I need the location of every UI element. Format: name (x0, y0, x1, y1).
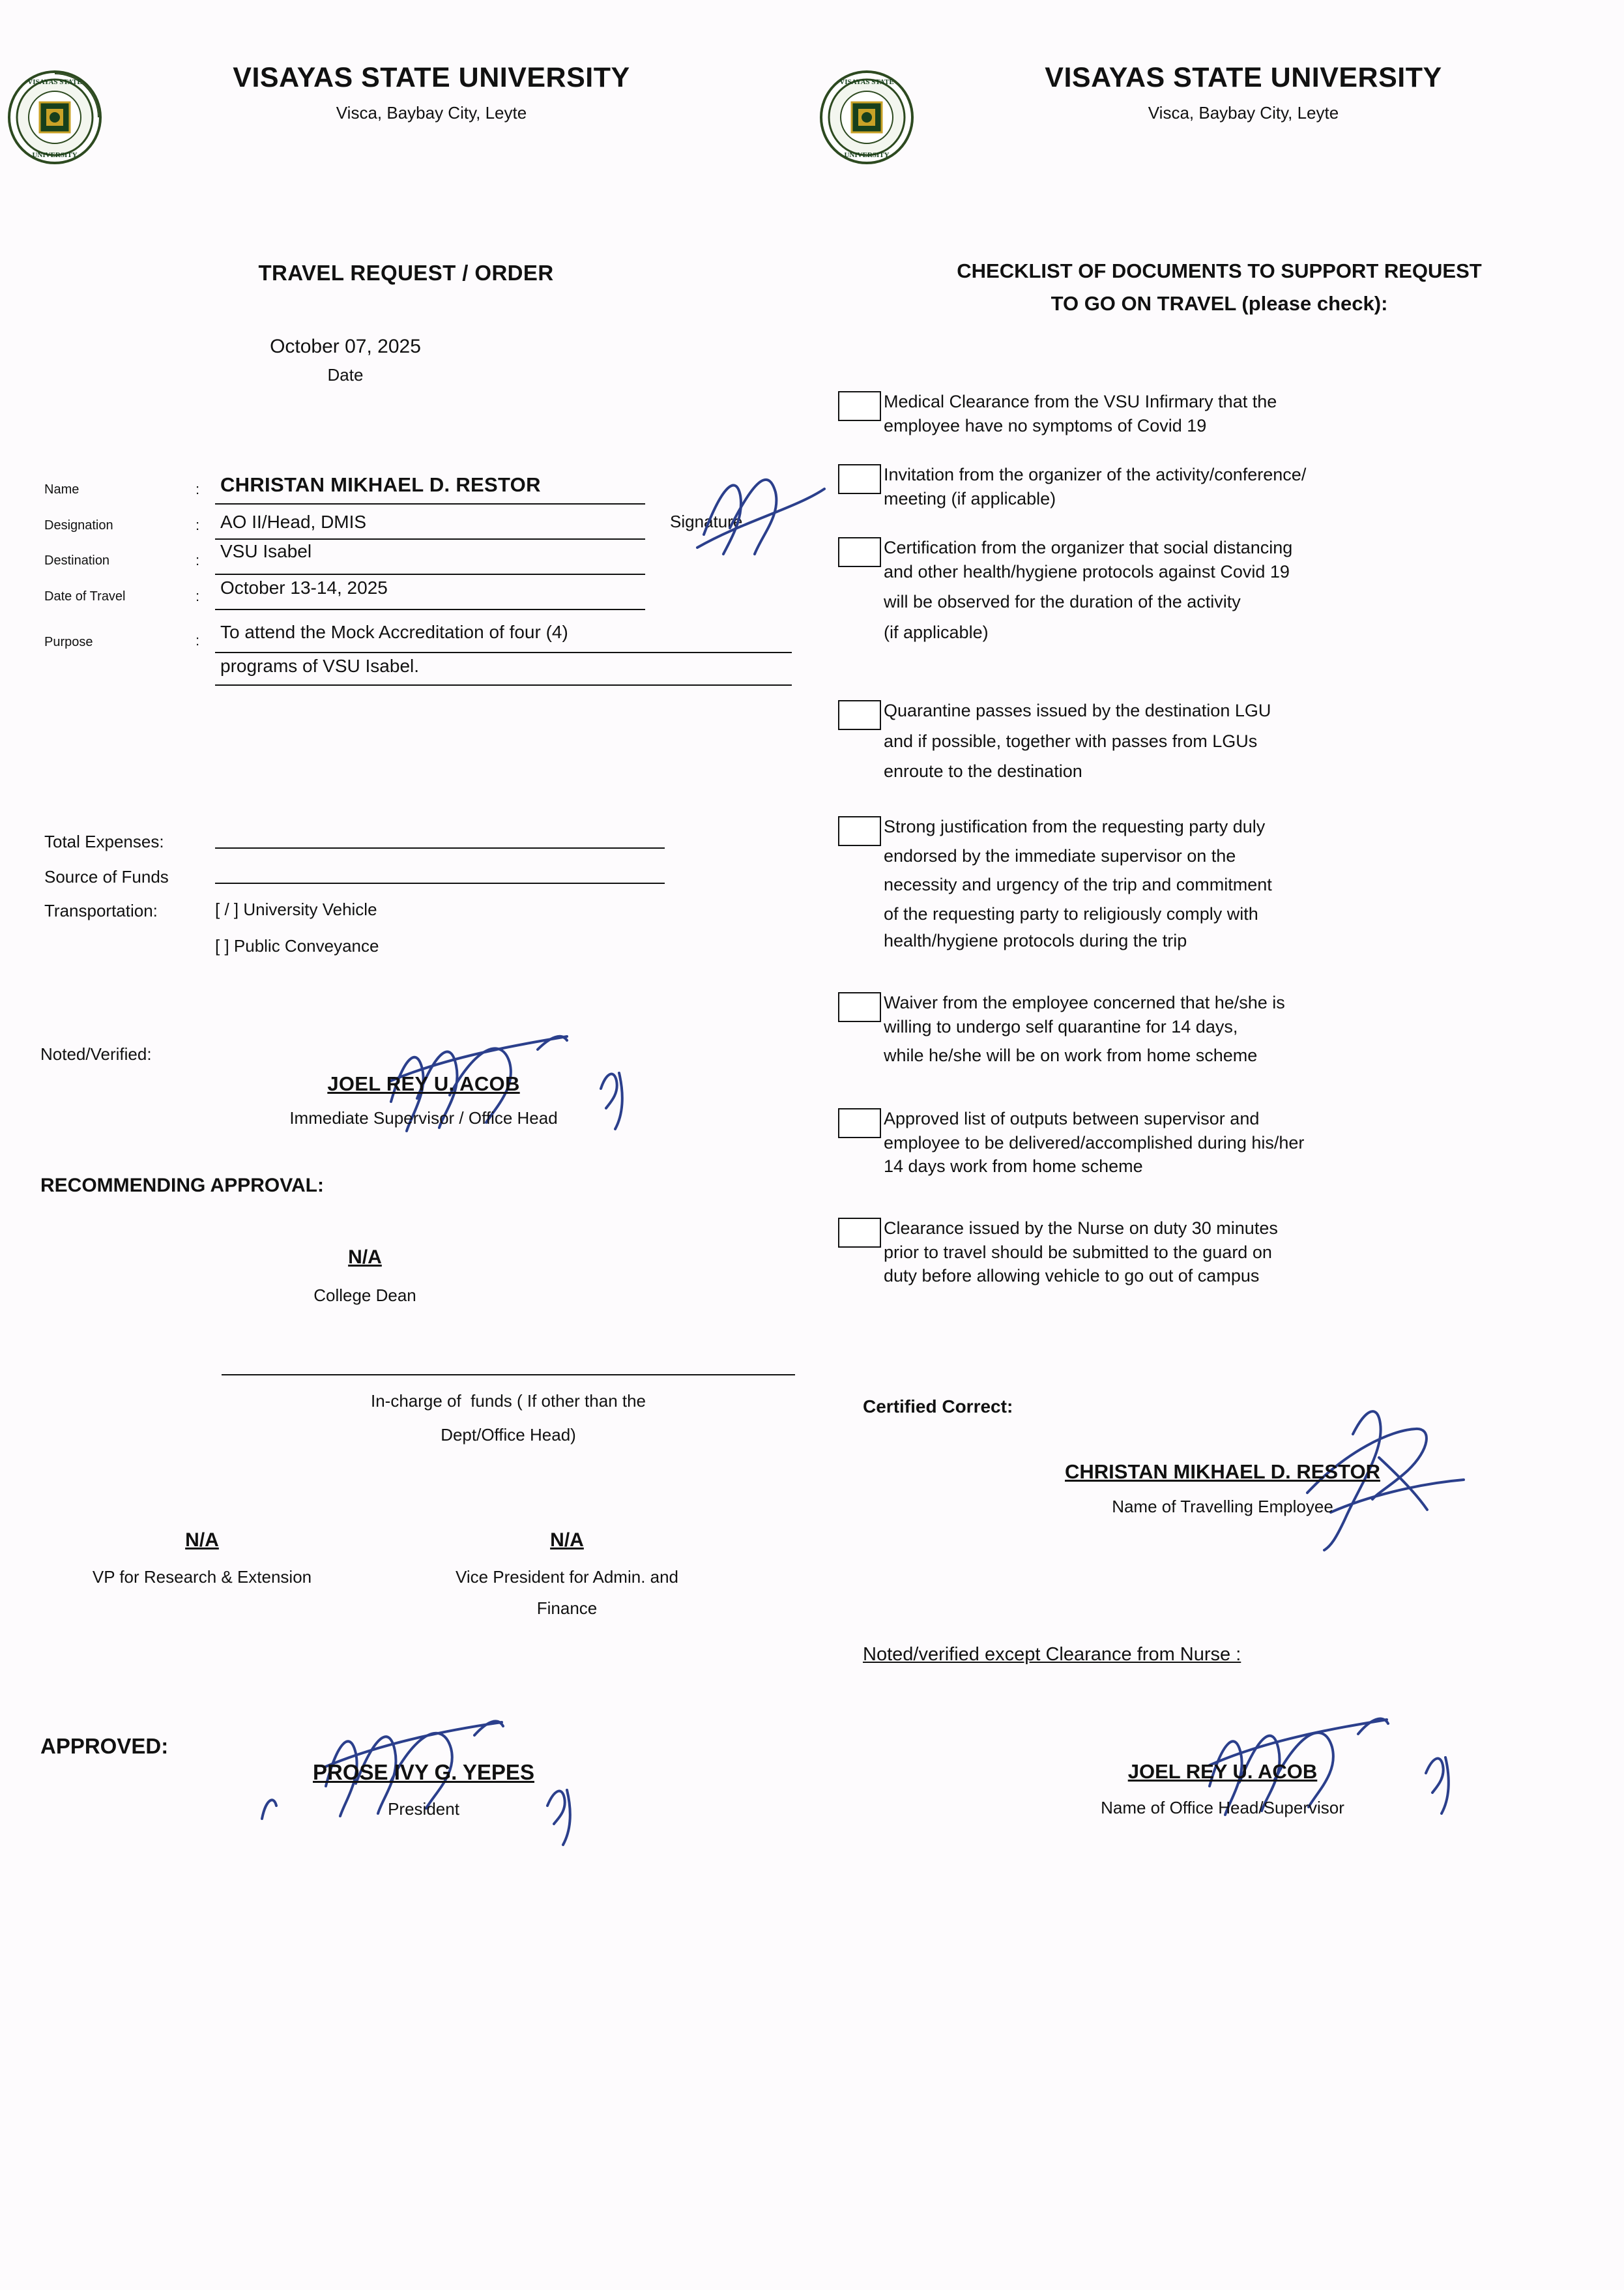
field-value-destination: VSU Isabel (220, 541, 312, 561)
field-label-designation: Designation (44, 518, 113, 533)
noted-verified-label: Noted/Verified: (40, 1044, 152, 1064)
vp-research-value: N/A (185, 1529, 219, 1551)
source-of-funds-rule (215, 883, 665, 884)
header-right (812, 62, 1624, 166)
checklist-item-6-line-1: Waiver from the employee concerned that he/she is (884, 993, 1285, 1012)
checklist-item-2-line-2: meeting (if applicable) (884, 488, 1056, 508)
university-name-right: VISAYAS STATE UNIVERSITY (1045, 62, 1442, 93)
employee-caption-right: Name of Travelling Employee (1112, 1497, 1333, 1516)
field-rule-name (215, 503, 645, 505)
approved-label: APPROVED: (40, 1734, 169, 1758)
vp-admin-caption-2: Finance (536, 1598, 598, 1618)
vp-admin-caption-1: Vice President for Admin. and (455, 1567, 679, 1587)
field-label-name: Name (44, 482, 80, 497)
checklist-title-line2: TO GO ON TRAVEL (please check): (1051, 292, 1388, 315)
checklist-item-5-line-3: necessity and urgency of the trip and commitment (884, 875, 1272, 895)
field-value-designation: AO II/Head, DMIS (220, 512, 367, 532)
field-label-date-of-travel: Date of Travel (44, 589, 126, 604)
checklist-item-3-line-4: (if applicable) (884, 623, 989, 643)
left-title: TRAVEL REQUEST / ORDER (258, 261, 554, 285)
checklist-item-3-line-1: Certification from the organizer that social distancing (884, 538, 1293, 557)
travel-date-value: October 07, 2025 (270, 336, 421, 357)
checklist-item-5-line-1: Strong justification from the requesting party duly (884, 817, 1266, 836)
checklist-item-3-line-2: and other health/hygiene protocols against Covid 19 (884, 561, 1290, 581)
field-value-name: CHRISTAN MIKHAEL D. RESTOR (220, 473, 541, 496)
transport-option-public-conveyance[interactable]: [ ] Public Conveyance (215, 936, 379, 956)
president-name: PROSE IVY G. YEPES (313, 1760, 534, 1784)
svg-text:UNIVERSITY: UNIVERSITY (844, 151, 890, 159)
checklist-item-8-line-2: prior to travel should be submitted to the guard on (884, 1242, 1272, 1262)
svg-text:UNIVERSITY: UNIVERSITY (32, 151, 78, 159)
in-charge-funds-caption-1: In-charge of funds ( If other than the (370, 1391, 646, 1411)
office-head-name-right: JOEL REY U. ACOB (1127, 1760, 1318, 1783)
university-name: VISAYAS STATE UNIVERSITY (233, 62, 630, 93)
certified-correct-label: Certified Correct: (863, 1396, 1013, 1417)
checklist-item-5-line-2: endorsed by the immediate supervisor on the (884, 845, 1236, 866)
field-label-purpose: Purpose (44, 635, 93, 649)
president-caption: President (388, 1799, 459, 1819)
checklist-item-8-line-1: Clearance issued by the Nurse on duty 30 minutes (884, 1218, 1278, 1238)
header-left (0, 62, 812, 166)
field-value-date-of-travel: October 13-14, 2025 (220, 578, 388, 598)
field-label-destination: Destination (44, 553, 110, 568)
college-dean-caption: College Dean (313, 1285, 416, 1305)
checklist-item-6-line-2: willing to undergo self quarantine for 14 days, (884, 1016, 1238, 1036)
field-rule-purpose-1 (215, 652, 792, 653)
checklist-item-3-line-3: will be observed for the duration of the activity (884, 592, 1241, 612)
checklist-item-3 (884, 536, 1607, 645)
checklist-item-5-line-5: health/hygiene protocols during the trip (884, 930, 1187, 950)
checkbox-nurse-clearance[interactable] (838, 1218, 881, 1248)
checklist-item-5 (884, 815, 1614, 953)
travel-date-label: Date (327, 365, 364, 385)
field-rule-date-of-travel (215, 609, 645, 610)
university-seal-icon (0, 62, 109, 166)
transportation-label: Transportation: (44, 901, 158, 920)
right-column (812, 0, 1624, 2290)
checklist-item-2 (884, 463, 1607, 510)
checklist-item-4-line-1: Quarantine passes issued by the destination LGU (884, 701, 1271, 720)
transport-option-university-vehicle[interactable]: [ / ] University Vehicle (215, 900, 377, 919)
in-charge-funds-rule (222, 1374, 795, 1375)
field-colon-name: : (196, 481, 200, 497)
field-rule-purpose-2 (215, 684, 792, 686)
office-head-caption-right: Name of Office Head/Supervisor (1101, 1798, 1344, 1817)
checklist-item-1-line-2: employee have no symptoms of Covid 19 (884, 415, 1207, 435)
checkbox-medical-clearance[interactable] (838, 391, 881, 421)
checkbox-certification-social-distancing[interactable] (838, 537, 881, 567)
vp-research-caption: VP for Research & Extension (92, 1567, 312, 1587)
checkbox-waiver[interactable] (838, 992, 881, 1022)
checkbox-invitation[interactable] (838, 464, 881, 494)
in-charge-funds-caption-2: Dept/Office Head) (441, 1425, 576, 1445)
checklist-item-4-line-3: enroute to the destination (884, 761, 1082, 782)
university-address: Visca, Baybay City, Leyte (336, 103, 527, 123)
checklist-item-8 (884, 1216, 1620, 1288)
checkbox-quarantine-passes[interactable] (838, 700, 881, 730)
checklist-item-7 (884, 1107, 1620, 1179)
college-dean-value: N/A (348, 1246, 382, 1268)
noted-except-nurse-label: Noted/verified except Clearance from Nurse : (863, 1644, 1241, 1665)
checklist-item-8-line-3: duty before allowing vehicle to go out of campus (884, 1266, 1260, 1286)
checkbox-strong-justification[interactable] (838, 816, 881, 846)
vp-admin-value: N/A (550, 1529, 584, 1551)
checklist-item-2-line-1: Invitation from the organizer of the activity/conference/ (884, 465, 1307, 484)
svg-text:VISAYAS STATE: VISAYAS STATE (839, 78, 894, 86)
checkbox-approved-list-outputs[interactable] (838, 1108, 881, 1138)
field-rule-destination (215, 574, 645, 575)
checklist-item-1-line-1: Medical Clearance from the VSU Infirmary that the (884, 392, 1277, 411)
total-expenses-label: Total Expenses: (44, 832, 164, 851)
checklist-item-6-line-3: while he/she will be on work from home scheme (884, 1046, 1258, 1066)
checklist-item-5-line-4: of the requesting party to religiously comply with (884, 904, 1258, 924)
checklist-item-7-line-3: 14 days work from home scheme (884, 1156, 1143, 1177)
supervisor-name-left: JOEL REY U. ACOB (327, 1072, 520, 1095)
recommending-approval-label: RECOMMENDING APPROVAL: (40, 1175, 324, 1196)
svg-text:VISAYAS STATE: VISAYAS STATE (27, 78, 82, 86)
checklist-item-7-line-2: employee to be delivered/accomplished during his/her (884, 1132, 1305, 1152)
checklist-item-4 (884, 699, 1607, 784)
checklist-item-1 (884, 390, 1588, 437)
university-seal-icon-right (812, 62, 921, 166)
field-colon-purpose: : (196, 632, 200, 649)
checklist-item-6 (884, 991, 1614, 1068)
total-expenses-rule (215, 847, 665, 849)
supervisor-caption-left: Immediate Supervisor / Office Head (289, 1108, 558, 1128)
employee-name-right: CHRISTAN MIKHAEL D. RESTOR (1065, 1460, 1380, 1483)
field-colon-designation: : (196, 517, 200, 533)
field-colon-destination: : (196, 552, 200, 568)
field-rule-designation (215, 538, 645, 540)
source-of-funds-label: Source of Funds (44, 867, 169, 887)
checklist-title-line1: CHECKLIST OF DOCUMENTS TO SUPPORT REQUEST (957, 259, 1482, 282)
checklist-item-4-line-2: and if possible, together with passes from LGUs (884, 731, 1258, 751)
signature-label: Signature (670, 512, 743, 531)
field-colon-date-of-travel: : (196, 588, 200, 604)
checklist-item-7-line-1: Approved list of outputs between supervisor and (884, 1109, 1260, 1128)
field-value-purpose-line1: To attend the Mock Accreditation of four (4) (220, 622, 568, 642)
university-address-right: Visca, Baybay City, Leyte (1148, 103, 1339, 123)
field-value-purpose-line2: programs of VSU Isabel. (220, 656, 420, 676)
